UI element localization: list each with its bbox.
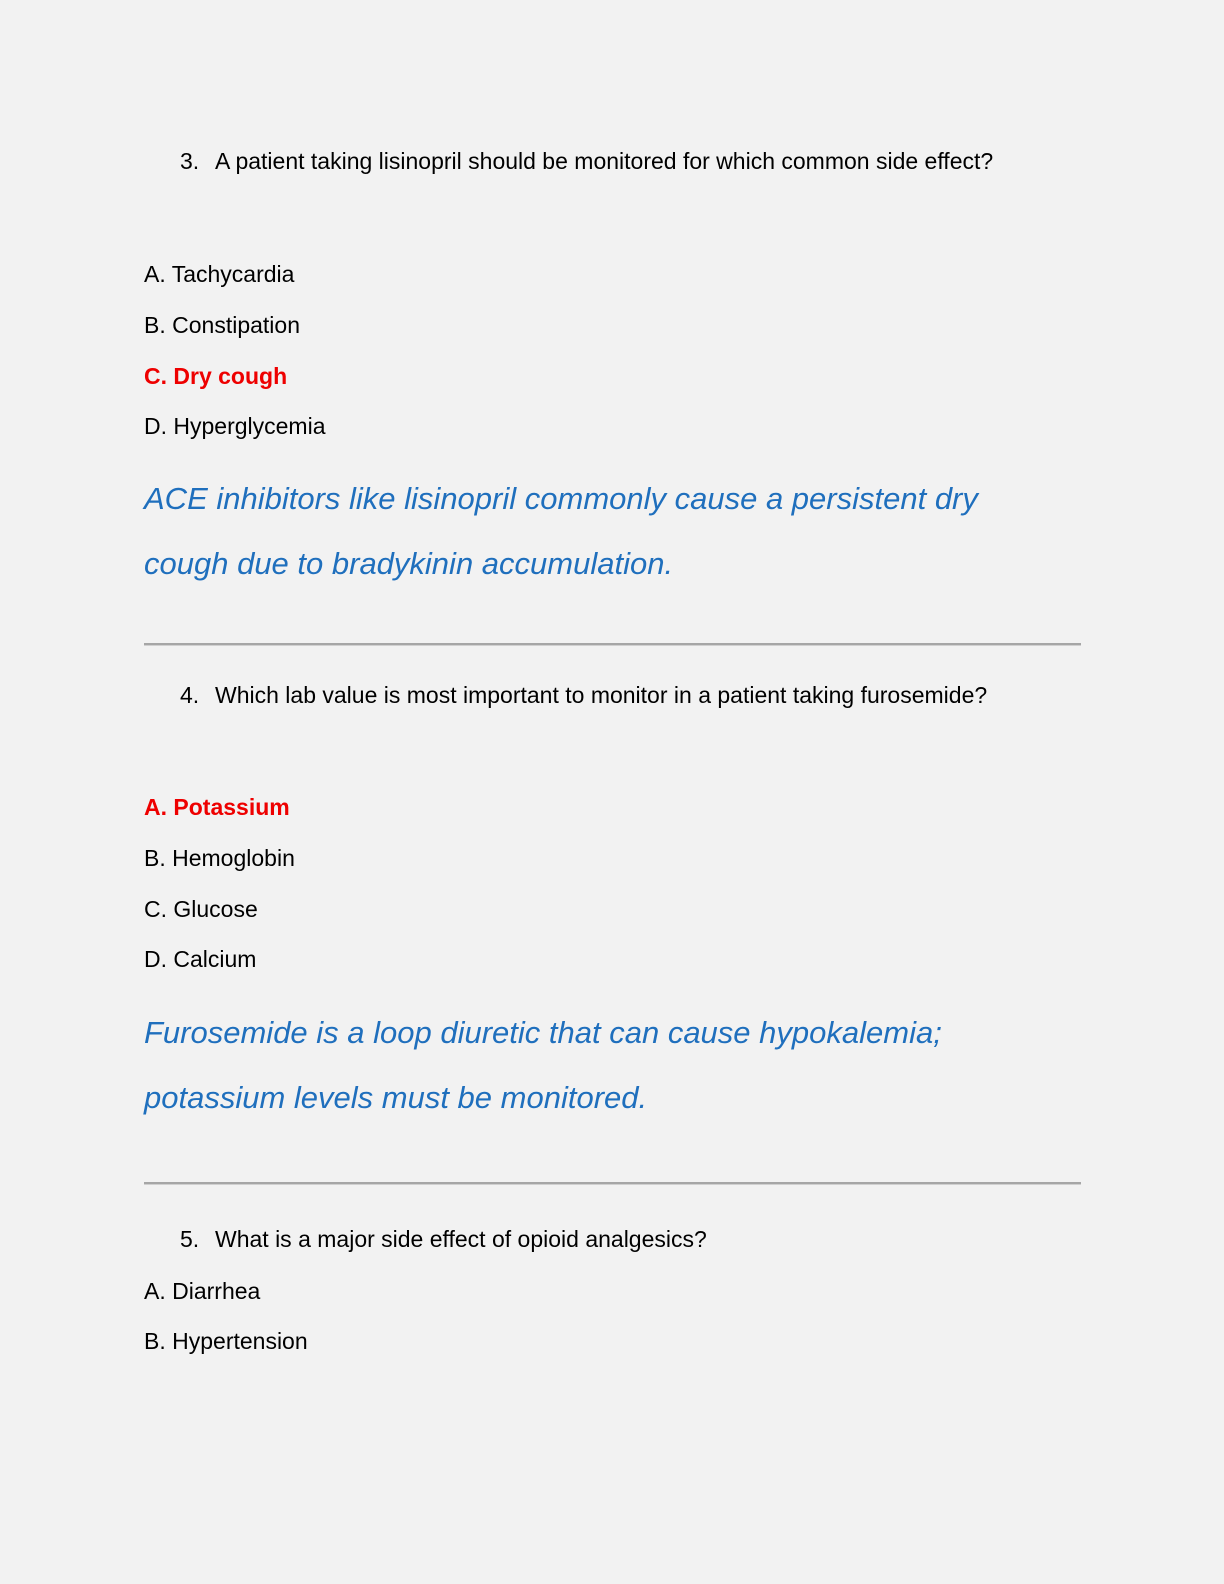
option-b: B. Constipation [144,312,300,338]
question-text: A patient taking lisinopril should be monitored for which common side effect? [215,148,994,174]
answer-explanation: Furosemide is a loop diuretic that can cause hypokalemia; potassium levels must be monitored. [144,1015,942,1115]
option-c: C. Glucose [144,896,258,922]
option-d: D. Calcium [144,946,257,972]
option-a-correct: A. Potassium [144,794,290,820]
question-5 [180,1214,1020,1265]
option-a: A. Diarrhea [144,1278,261,1304]
question-number: 4. [180,682,200,708]
section-divider [144,1182,1081,1185]
question-4 [180,670,1020,721]
question-number: 3. [180,148,200,174]
question-text: What is a major side effect of opioid analgesics? [215,1226,707,1252]
option-b: B. Hemoglobin [144,845,295,871]
section-divider [144,643,1081,646]
option-b: B. Hypertension [144,1328,308,1354]
question-text: Which lab value is most important to monitor in a patient taking furosemide? [215,682,988,708]
option-c-correct: C. Dry cough [144,363,288,389]
option-a: A. Tachycardia [144,261,295,287]
answer-explanation: ACE inhibitors like lisinopril commonly cause a persistent dry cough due to bradykinin accumulation. [144,481,978,581]
question-3 [180,136,1020,187]
option-d: D. Hyperglycemia [144,413,326,439]
question-number: 5. [180,1226,200,1252]
